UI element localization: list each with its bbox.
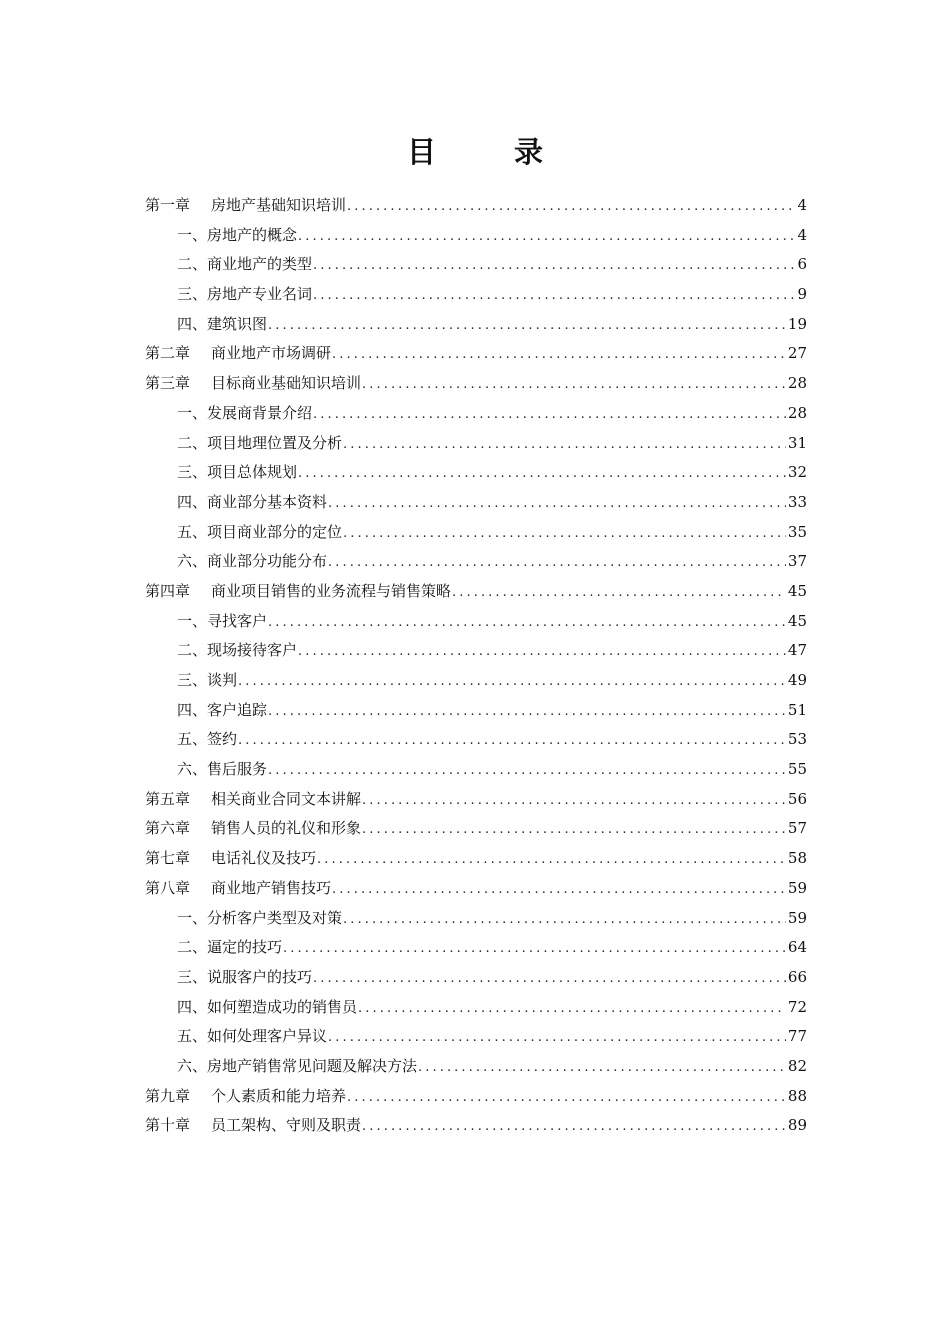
toc-entry-title: 一、房地产的概念 bbox=[177, 225, 298, 244]
toc-chapter-number: 第九章 bbox=[145, 1086, 191, 1105]
toc-page-number: 33 bbox=[787, 492, 807, 511]
toc-dot-leader bbox=[238, 726, 786, 756]
toc-entry-title: 一、分析客户类型及对策 bbox=[177, 908, 343, 927]
toc-entry-title: 二、商业地产的类型 bbox=[177, 255, 313, 274]
toc-dot-leader bbox=[362, 370, 786, 400]
toc-section-entry[interactable] bbox=[145, 221, 807, 251]
toc-dot-leader bbox=[328, 548, 786, 578]
toc-section-entry[interactable] bbox=[145, 429, 807, 459]
toc-dot-leader bbox=[298, 222, 795, 252]
toc-page-number: 77 bbox=[787, 1027, 807, 1046]
toc-entry-title: 目标商业基础知识培训 bbox=[211, 374, 362, 393]
toc-chapter-entry[interactable] bbox=[145, 369, 807, 399]
toc-page-number: 6 bbox=[797, 255, 807, 274]
toc-dot-leader bbox=[332, 875, 786, 905]
toc-page-number: 89 bbox=[787, 1116, 807, 1135]
toc-entry-title: 商业地产销售技巧 bbox=[211, 878, 332, 897]
toc-dot-leader bbox=[358, 994, 786, 1024]
toc-page-number: 37 bbox=[787, 552, 807, 571]
toc-chapter-number: 第八章 bbox=[145, 878, 191, 897]
toc-entry-title: 三、房地产专业名词 bbox=[177, 285, 313, 304]
toc-dot-leader bbox=[268, 608, 786, 638]
toc-section-entry[interactable] bbox=[145, 904, 807, 934]
toc-page-number: 45 bbox=[787, 611, 807, 630]
toc-dot-leader bbox=[332, 340, 786, 370]
toc-chapter-entry[interactable] bbox=[145, 874, 807, 904]
toc-dot-leader bbox=[347, 1083, 786, 1113]
toc-section-entry[interactable] bbox=[145, 518, 807, 548]
toc-page-number: 19 bbox=[787, 314, 807, 333]
toc-entry-title: 销售人员的礼仪和形象 bbox=[211, 819, 362, 838]
toc-dot-leader bbox=[362, 815, 786, 845]
toc-entry-title: 三、项目总体规划 bbox=[177, 463, 298, 482]
toc-chapter-number: 第七章 bbox=[145, 849, 191, 868]
toc-page-number: 47 bbox=[787, 641, 807, 660]
toc-page-number: 32 bbox=[787, 463, 807, 482]
toc-entry-title: 三、说服客户的技巧 bbox=[177, 967, 313, 986]
toc-page-number: 4 bbox=[797, 225, 807, 244]
toc-section-entry[interactable] bbox=[145, 310, 807, 340]
toc-entry-title: 四、如何塑造成功的销售员 bbox=[177, 997, 358, 1016]
table-of-contents bbox=[145, 191, 807, 1141]
toc-page-number: 27 bbox=[787, 344, 807, 363]
toc-section-entry[interactable] bbox=[145, 458, 807, 488]
toc-dot-leader bbox=[268, 311, 786, 341]
toc-entry-title: 商业地产市场调研 bbox=[211, 344, 332, 363]
toc-entry-title: 六、商业部分功能分布 bbox=[177, 552, 328, 571]
toc-dot-leader bbox=[343, 519, 786, 549]
toc-chapter-entry[interactable] bbox=[145, 1082, 807, 1112]
toc-dot-leader bbox=[313, 281, 795, 311]
toc-page-number: 49 bbox=[787, 671, 807, 689]
toc-dot-leader bbox=[268, 697, 786, 727]
toc-section-entry[interactable] bbox=[145, 607, 807, 637]
toc-page-number: 28 bbox=[787, 403, 807, 422]
toc-section-entry[interactable] bbox=[145, 696, 807, 726]
toc-entry-title: 六、房地产销售常见问题及解决方法 bbox=[177, 1056, 418, 1075]
toc-page-number: 72 bbox=[787, 997, 807, 1016]
toc-section-entry[interactable] bbox=[145, 933, 807, 963]
toc-page-number: 58 bbox=[787, 849, 807, 868]
toc-page-number: 88 bbox=[787, 1086, 807, 1105]
toc-entry-title: 员工架构、守则及职责 bbox=[211, 1116, 362, 1135]
toc-entry-title: 二、逼定的技巧 bbox=[177, 938, 283, 957]
toc-section-entry[interactable] bbox=[145, 1022, 807, 1052]
toc-dot-leader bbox=[343, 905, 786, 935]
toc-entry-title: 房地产基础知识培训 bbox=[211, 196, 347, 214]
toc-section-entry[interactable] bbox=[145, 993, 807, 1023]
toc-entry-title: 一、寻找客户 bbox=[177, 611, 268, 630]
toc-dot-leader bbox=[347, 192, 795, 222]
toc-chapter-entry[interactable] bbox=[145, 1111, 807, 1141]
toc-page-number: 64 bbox=[787, 938, 807, 957]
toc-page-number: 28 bbox=[787, 374, 807, 393]
toc-dot-leader bbox=[328, 1023, 786, 1053]
toc-entry-title: 六、售后服务 bbox=[177, 760, 268, 779]
toc-section-entry[interactable] bbox=[145, 1052, 807, 1082]
toc-chapter-entry[interactable] bbox=[145, 785, 807, 815]
toc-dot-leader bbox=[313, 964, 786, 994]
toc-dot-leader bbox=[283, 934, 786, 964]
toc-entry-title: 四、建筑识图 bbox=[177, 314, 268, 333]
toc-entry-title: 三、谈判 bbox=[177, 671, 238, 689]
toc-section-entry[interactable] bbox=[145, 666, 807, 696]
toc-dot-leader bbox=[362, 786, 786, 816]
toc-dot-leader bbox=[238, 667, 786, 697]
toc-section-entry[interactable] bbox=[145, 488, 807, 518]
toc-chapter-number: 第二章 bbox=[145, 344, 191, 363]
toc-dot-leader bbox=[317, 845, 786, 875]
toc-chapter-entry[interactable] bbox=[145, 191, 807, 221]
toc-chapter-entry[interactable] bbox=[145, 339, 807, 369]
toc-chapter-entry[interactable] bbox=[145, 844, 807, 874]
toc-entry-title: 五、如何处理客户异议 bbox=[177, 1027, 328, 1046]
toc-entry-title: 二、项目地理位置及分析 bbox=[177, 433, 343, 452]
toc-chapter-entry[interactable] bbox=[145, 814, 807, 844]
toc-dot-leader bbox=[418, 1053, 786, 1083]
toc-dot-leader bbox=[298, 459, 786, 489]
toc-entry-title: 四、商业部分基本资料 bbox=[177, 492, 328, 511]
toc-chapter-number: 第一章 bbox=[145, 196, 191, 214]
toc-entry-title: 二、现场接待客户 bbox=[177, 641, 298, 660]
toc-section-entry[interactable] bbox=[145, 963, 807, 993]
toc-section-entry[interactable] bbox=[145, 280, 807, 310]
toc-section-entry[interactable] bbox=[145, 755, 807, 785]
toc-page-number: 82 bbox=[787, 1056, 807, 1075]
toc-dot-leader bbox=[298, 637, 786, 667]
toc-title: 目 录 bbox=[406, 135, 578, 169]
toc-page-number: 56 bbox=[787, 789, 807, 808]
toc-page-number: 55 bbox=[787, 760, 807, 779]
toc-section-entry[interactable] bbox=[145, 547, 807, 577]
toc-page-number: 31 bbox=[787, 433, 807, 452]
toc-chapter-number: 第十章 bbox=[145, 1116, 191, 1135]
toc-page-number: 51 bbox=[787, 700, 807, 719]
toc-chapter-entry[interactable] bbox=[145, 577, 807, 607]
toc-dot-leader bbox=[268, 756, 786, 786]
toc-page-number: 59 bbox=[787, 908, 807, 927]
toc-chapter-number: 第六章 bbox=[145, 819, 191, 838]
toc-page-number: 35 bbox=[787, 522, 807, 541]
toc-dot-leader bbox=[328, 489, 786, 519]
toc-chapter-number: 第五章 bbox=[145, 789, 191, 808]
toc-entry-title: 五、项目商业部分的定位 bbox=[177, 522, 343, 541]
toc-page-number: 9 bbox=[797, 285, 807, 304]
toc-section-entry[interactable] bbox=[145, 725, 807, 755]
toc-page-number: 53 bbox=[787, 730, 807, 749]
toc-chapter-number: 第三章 bbox=[145, 374, 191, 393]
toc-entry-title: 个人素质和能力培养 bbox=[211, 1086, 347, 1105]
toc-chapter-number: 第四章 bbox=[145, 581, 191, 600]
toc-section-entry[interactable] bbox=[145, 250, 807, 280]
toc-page-number: 59 bbox=[787, 878, 807, 897]
toc-entry-title: 电话礼仪及技巧 bbox=[211, 849, 317, 868]
toc-page-number: 4 bbox=[797, 196, 807, 214]
toc-entry-title: 一、发展商背景介绍 bbox=[177, 403, 313, 422]
toc-dot-leader bbox=[343, 430, 786, 460]
toc-section-entry[interactable] bbox=[145, 399, 807, 429]
toc-dot-leader bbox=[362, 1112, 786, 1142]
toc-dot-leader bbox=[452, 578, 786, 608]
toc-dot-leader bbox=[313, 251, 795, 281]
toc-section-entry[interactable] bbox=[145, 636, 807, 666]
toc-page-number: 45 bbox=[787, 581, 807, 600]
toc-entry-title: 四、客户追踪 bbox=[177, 700, 268, 719]
toc-page-number: 66 bbox=[787, 967, 807, 986]
toc-entry-title: 相关商业合同文本讲解 bbox=[211, 789, 362, 808]
toc-entry-title: 五、签约 bbox=[177, 730, 238, 749]
toc-dot-leader bbox=[313, 400, 786, 430]
toc-entry-title: 商业项目销售的业务流程与销售策略 bbox=[211, 581, 452, 600]
toc-page-number: 57 bbox=[787, 819, 807, 838]
